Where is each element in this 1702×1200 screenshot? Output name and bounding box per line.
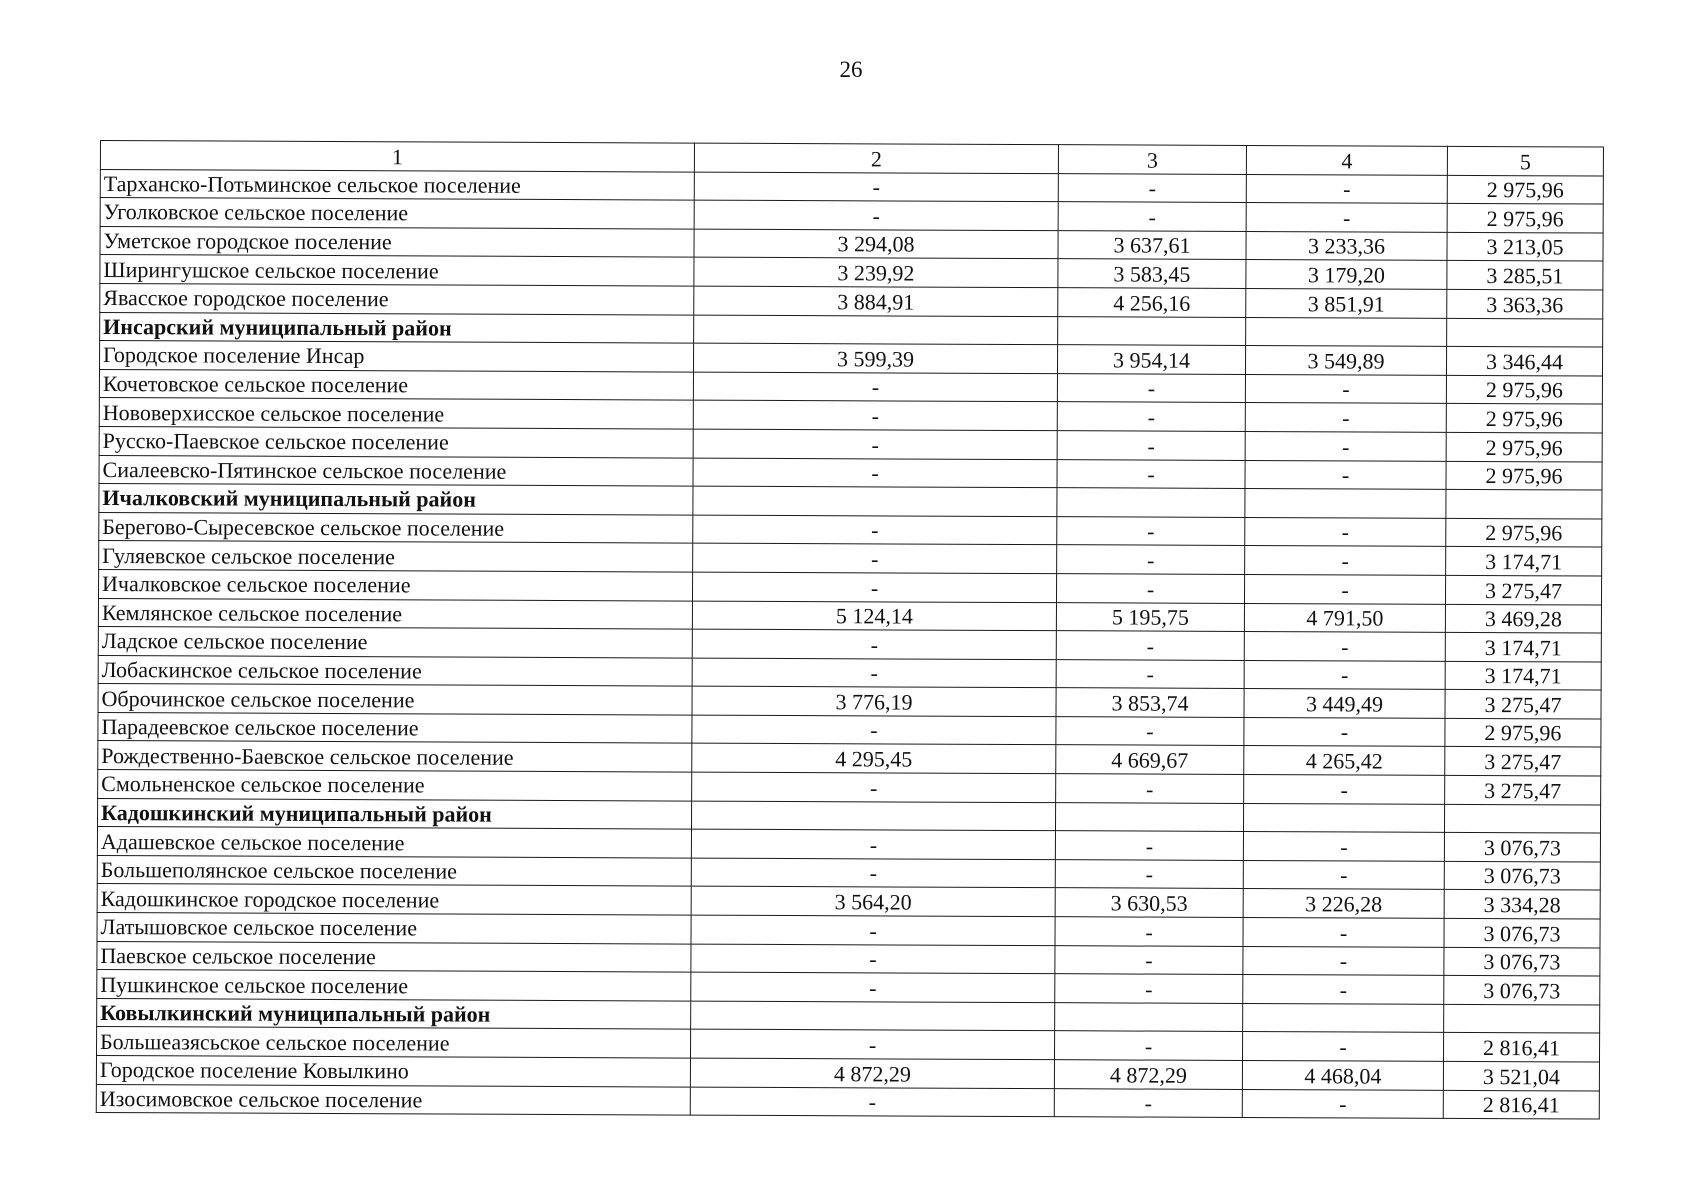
- value-col-3: -: [1057, 545, 1245, 574]
- value-col-4: -: [1244, 775, 1445, 804]
- value-col-3: 3 853,74: [1056, 688, 1244, 717]
- value-col-3: -: [1056, 659, 1244, 688]
- value-col-3: 4 872,29: [1054, 1060, 1242, 1089]
- value-col-2: 4 295,45: [692, 744, 1056, 774]
- value-col-2: 3 564,20: [691, 887, 1055, 917]
- value-col-3: -: [1055, 831, 1243, 860]
- settlement-name: Нововерхисское сельское поселение: [99, 398, 693, 429]
- value-col-3: -: [1058, 173, 1246, 202]
- value-col-3: -: [1057, 373, 1245, 402]
- column-number-5: 5: [1447, 146, 1603, 175]
- value-col-2: 3 599,39: [693, 343, 1057, 373]
- value-col-2: [693, 486, 1057, 516]
- value-col-3: -: [1057, 516, 1245, 545]
- value-col-2: -: [692, 658, 1056, 688]
- value-col-4: -: [1244, 660, 1445, 689]
- value-col-5: 3 076,73: [1444, 861, 1600, 890]
- settlement-name: Берегово-Сыресевское сельское поселение: [99, 512, 693, 543]
- value-col-4: -: [1245, 431, 1446, 460]
- value-col-3: 4 669,67: [1056, 745, 1244, 774]
- settlement-name: Городское поселение Инсар: [99, 341, 693, 372]
- value-col-2: -: [692, 572, 1056, 602]
- value-col-5: 3 076,73: [1444, 976, 1600, 1005]
- value-col-3: [1058, 316, 1246, 345]
- value-col-5: 2 975,96: [1446, 432, 1602, 461]
- value-col-4: 3 179,20: [1246, 260, 1447, 289]
- settlement-name: Латышовское сельское поселение: [97, 913, 691, 944]
- value-col-5: 3 174,71: [1445, 632, 1601, 661]
- value-col-5: 2 975,96: [1446, 404, 1602, 433]
- value-col-5: [1444, 804, 1600, 833]
- value-col-4: 4 468,04: [1242, 1060, 1443, 1089]
- value-col-2: 3 884,91: [694, 286, 1058, 316]
- settlement-name: Гуляевское сельское поселение: [99, 541, 693, 572]
- value-col-4: -: [1245, 374, 1446, 403]
- value-col-2: 3 776,19: [692, 686, 1056, 716]
- value-col-5: 3 275,47: [1445, 575, 1601, 604]
- value-col-5: 3 275,47: [1445, 747, 1601, 776]
- settlement-name: Кадошкинское городское поселение: [97, 884, 691, 915]
- page-number: 26: [839, 57, 863, 82]
- value-col-3: [1055, 802, 1243, 831]
- value-col-3: 4 256,16: [1058, 288, 1246, 317]
- settlement-name: Пушкинское сельское поселение: [97, 970, 691, 1001]
- value-col-2: -: [693, 543, 1057, 573]
- value-col-4: 4 791,50: [1244, 603, 1445, 632]
- value-col-4: [1245, 489, 1446, 518]
- value-col-5: 2 975,96: [1446, 375, 1602, 404]
- value-col-2: -: [691, 972, 1055, 1002]
- value-col-4: -: [1243, 918, 1444, 947]
- value-col-4: -: [1246, 203, 1447, 232]
- settlement-name: Рождественно-Баевское сельское поселение: [98, 741, 692, 772]
- value-col-2: -: [694, 200, 1058, 230]
- value-col-2: -: [690, 1029, 1054, 1059]
- value-col-5: 2 816,41: [1443, 1033, 1599, 1062]
- value-col-5: 2 975,96: [1446, 518, 1602, 547]
- value-col-3: -: [1055, 860, 1243, 889]
- value-col-4: -: [1244, 717, 1445, 746]
- value-col-2: 3 294,08: [694, 229, 1058, 259]
- settlement-name: Уметское городское поселение: [100, 226, 694, 257]
- value-col-5: [1446, 490, 1602, 519]
- value-col-3: -: [1055, 974, 1243, 1003]
- value-col-4: [1243, 1003, 1444, 1032]
- value-col-2: -: [691, 858, 1055, 888]
- settlement-name: Смольненское сельское поселение: [98, 770, 692, 801]
- value-col-2: -: [693, 400, 1057, 430]
- value-col-4: -: [1243, 975, 1444, 1004]
- settlement-name: Уголковское сельское поселение: [100, 198, 694, 229]
- value-col-5: 3 076,73: [1444, 947, 1600, 976]
- settlement-name: Ширингушское сельское поселение: [100, 255, 694, 286]
- value-col-4: 3 226,28: [1243, 889, 1444, 918]
- value-col-2: 5 124,14: [692, 601, 1056, 631]
- value-col-4: 3 851,91: [1246, 288, 1447, 317]
- value-col-3: [1055, 1002, 1243, 1031]
- value-col-5: 3 275,47: [1445, 690, 1601, 719]
- value-col-4: -: [1244, 632, 1445, 661]
- value-col-3: 3 637,61: [1058, 230, 1246, 259]
- value-col-2: [691, 801, 1055, 831]
- settlement-name: Большеазясьское сельское поселение: [97, 1027, 691, 1058]
- value-col-2: -: [691, 915, 1055, 945]
- value-col-3: -: [1056, 631, 1244, 660]
- value-col-4: 3 233,36: [1246, 231, 1447, 260]
- value-col-3: -: [1055, 917, 1243, 946]
- value-col-5: 3 346,44: [1446, 347, 1602, 376]
- value-col-5: 2 975,96: [1445, 718, 1601, 747]
- column-number-2: 2: [694, 143, 1058, 173]
- settlement-name: Парадеевское сельское поселение: [98, 712, 692, 743]
- settlement-name: Лобаскинское сельское поселение: [98, 655, 692, 686]
- value-col-4: -: [1245, 403, 1446, 432]
- value-col-4: -: [1245, 517, 1446, 546]
- value-col-4: -: [1243, 860, 1444, 889]
- value-col-2: 3 239,92: [694, 257, 1058, 287]
- value-col-3: -: [1057, 402, 1245, 431]
- value-col-5: [1447, 318, 1603, 347]
- value-col-2: [691, 1001, 1055, 1031]
- value-col-5: 3 213,05: [1447, 232, 1603, 261]
- value-col-5: 3 363,36: [1447, 289, 1603, 318]
- district-name: Инсарский муниципальный район: [100, 312, 694, 343]
- settlement-name: Кемлянское сельское поселение: [98, 598, 692, 629]
- tariff-table: [96, 140, 1604, 1120]
- district-name: Ковылкинский муниципальный район: [97, 998, 691, 1029]
- value-col-2: -: [693, 429, 1057, 459]
- value-col-5: 3 174,71: [1445, 661, 1601, 690]
- value-col-3: [1057, 488, 1245, 517]
- settlement-name: Кочетовское сельское поселение: [99, 369, 693, 400]
- value-col-5: 3 521,04: [1443, 1061, 1599, 1090]
- settlement-name: Тарханско-Потьминское сельское поселение: [100, 169, 694, 200]
- settlement-name: Адашевское сельское поселение: [97, 827, 691, 858]
- value-col-4: -: [1242, 1032, 1443, 1061]
- value-col-3: 3 954,14: [1057, 345, 1245, 374]
- column-number-1: 1: [100, 141, 694, 172]
- value-col-5: 3 174,71: [1446, 547, 1602, 576]
- value-col-2: -: [693, 458, 1057, 488]
- value-col-2: [694, 315, 1058, 345]
- settlement-name: Большеполянское сельское поселение: [97, 855, 691, 886]
- value-col-5: 3 334,28: [1444, 890, 1600, 919]
- value-col-3: -: [1055, 945, 1243, 974]
- value-col-4: -: [1246, 174, 1447, 203]
- settlement-name: Изосимовское сельское поселение: [96, 1084, 690, 1115]
- value-col-5: 2 975,96: [1446, 461, 1602, 490]
- settlement-name: Паевское сельское поселение: [97, 941, 691, 972]
- value-col-3: -: [1054, 1088, 1242, 1117]
- value-col-4: 3 549,89: [1245, 346, 1446, 375]
- value-col-2: -: [691, 944, 1055, 974]
- settlement-name: Городское поселение Ковылкино: [96, 1055, 690, 1086]
- value-col-5: 3 076,73: [1444, 918, 1600, 947]
- value-col-3: -: [1058, 202, 1246, 231]
- value-col-4: 3 449,49: [1244, 689, 1445, 718]
- value-col-5: 2 975,96: [1447, 175, 1603, 204]
- district-name: Ичалковский муниципальный район: [99, 484, 693, 515]
- value-col-3: -: [1056, 574, 1244, 603]
- settlement-name: Ладское сельское поселение: [98, 627, 692, 658]
- column-number-3: 3: [1058, 145, 1246, 174]
- value-col-2: -: [692, 772, 1056, 802]
- settlement-name: Оброчинское сельское поселение: [98, 684, 692, 715]
- value-col-3: -: [1054, 1031, 1242, 1060]
- settlement-name: Русско-Паевское сельское поселение: [99, 426, 693, 457]
- value-col-3: 3 583,45: [1058, 259, 1246, 288]
- settlement-name: Ичалковское сельское поселение: [99, 569, 693, 600]
- value-col-4: [1243, 803, 1444, 832]
- value-col-5: 3 469,28: [1445, 604, 1601, 633]
- value-col-2: -: [694, 172, 1058, 202]
- value-col-2: -: [690, 1087, 1054, 1117]
- value-col-3: -: [1057, 431, 1245, 460]
- value-col-3: 5 195,75: [1056, 602, 1244, 631]
- value-col-4: -: [1244, 574, 1445, 603]
- value-col-4: 4 265,42: [1244, 746, 1445, 775]
- value-col-3: 3 630,53: [1055, 888, 1243, 917]
- value-col-2: 4 872,29: [690, 1058, 1054, 1088]
- value-col-4: -: [1243, 946, 1444, 975]
- value-col-5: 2 816,41: [1443, 1090, 1599, 1119]
- value-col-3: -: [1057, 459, 1245, 488]
- value-col-4: -: [1245, 546, 1446, 575]
- settlement-name: Сиалеевско-Пятинское сельское поселение: [99, 455, 693, 486]
- value-col-5: [1444, 1004, 1600, 1033]
- column-number-4: 4: [1246, 146, 1447, 175]
- value-col-2: -: [691, 829, 1055, 859]
- value-col-5: 3 076,73: [1444, 833, 1600, 862]
- value-col-3: -: [1056, 774, 1244, 803]
- value-col-2: -: [693, 372, 1057, 402]
- value-col-2: -: [692, 715, 1056, 745]
- value-col-5: 2 975,96: [1447, 204, 1603, 233]
- value-col-4: -: [1242, 1089, 1443, 1118]
- value-col-5: 3 285,51: [1447, 261, 1603, 290]
- value-col-5: 3 275,47: [1445, 775, 1601, 804]
- settlement-name: Явасское городское поселение: [100, 283, 694, 314]
- value-col-2: -: [693, 515, 1057, 545]
- value-col-2: -: [692, 629, 1056, 659]
- district-name: Кадошкинский муниципальный район: [98, 798, 692, 829]
- value-col-3: -: [1056, 717, 1244, 746]
- value-col-4: -: [1243, 832, 1444, 861]
- value-col-4: -: [1245, 460, 1446, 489]
- value-col-4: [1246, 317, 1447, 346]
- table-row: [96, 1084, 1599, 1119]
